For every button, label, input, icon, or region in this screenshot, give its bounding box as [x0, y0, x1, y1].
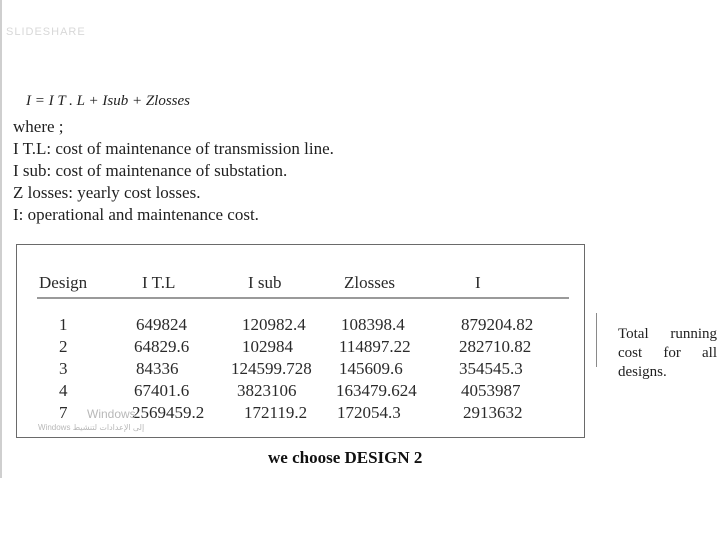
header-i: I: [475, 273, 481, 292]
definition-i: I: operational and maintenance cost.: [13, 205, 259, 224]
table-cell: 67401.6: [134, 381, 190, 400]
table-cell: 120982.4: [242, 315, 306, 334]
table-cell: 354545.3: [459, 359, 523, 378]
header-zlosses: Zlosses: [344, 273, 395, 292]
table-cell: 879204.82: [461, 315, 534, 334]
table-cell: 3823106: [237, 381, 297, 400]
table-cell: 172119.2: [244, 403, 308, 422]
side-note: Total running cost for all designs.: [618, 326, 717, 380]
activation-overlay-title: Windows: [87, 407, 136, 421]
watermark-logo: SLIDESHARE: [6, 26, 86, 38]
table-cell: 4053987: [461, 381, 521, 400]
table-cell: 282710.82: [459, 337, 532, 356]
definition-zlosses: Z losses: yearly cost losses.: [13, 183, 201, 202]
table-cell: 649824: [136, 315, 187, 334]
table-cell: 102984: [242, 337, 293, 356]
table-cell: 163479.624: [336, 381, 417, 400]
table-cell: 2569459.2: [132, 403, 205, 422]
definition-isub: I sub: cost of maintenance of substation.: [13, 161, 288, 180]
header-isub: I sub: [248, 273, 282, 292]
cost-formula: I = I T . L + Isub + Zlosses: [26, 93, 191, 109]
definition-where: where ;: [13, 117, 64, 136]
side-note-divider: [596, 313, 597, 367]
header-itl: I T.L: [142, 273, 176, 292]
table-cell: 64829.6: [134, 337, 190, 356]
table-cell: 2913632: [463, 403, 523, 422]
table-cell: 1: [59, 315, 68, 334]
table-cell: 84336: [136, 359, 179, 378]
table-cell: 114897.22: [339, 337, 411, 356]
cost-table: [16, 244, 585, 438]
table-cell: 7: [59, 403, 68, 422]
table-cell: 145609.6: [339, 359, 403, 378]
definition-itl: I T.L: cost of maintenance of transmission line.: [13, 139, 334, 158]
table-cell: 3: [59, 359, 68, 378]
left-margin-rule: [0, 0, 2, 478]
definitions-block: [13, 116, 334, 226]
table-cell: 172054.3: [337, 403, 401, 422]
table-cell: 124599.728: [231, 359, 312, 378]
header-divider: [37, 297, 569, 299]
activation-overlay-text: Windows إلى الإعدادات لتنشيط: [38, 423, 145, 432]
table-cell: 4: [59, 381, 68, 400]
conclusion-text: we choose DESIGN 2: [268, 448, 423, 467]
header-design: Design: [39, 273, 88, 292]
table-cell: 2: [59, 337, 68, 356]
table-cell: 108398.4: [341, 315, 405, 334]
